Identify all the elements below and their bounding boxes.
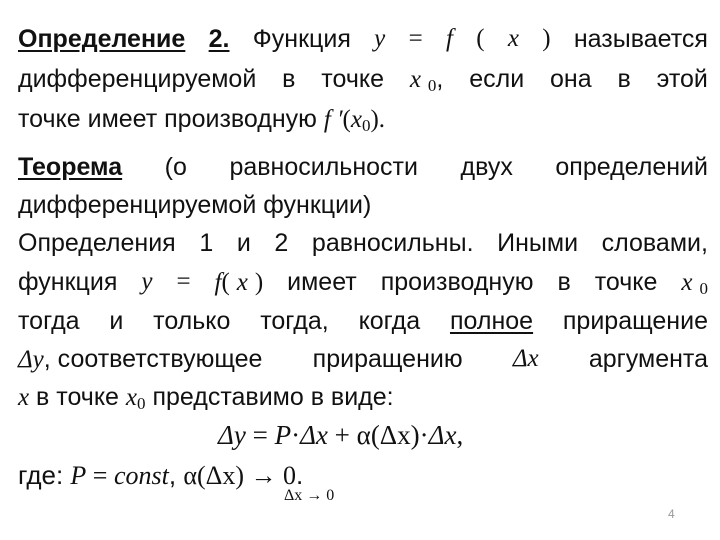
text: представимо в виде:: [145, 383, 394, 411]
word: называется: [573, 25, 708, 53]
delta-y-group: [18, 344, 262, 375]
word: аргумента: [588, 345, 708, 373]
word: только: [153, 307, 231, 335]
math-delta-x: Δx: [428, 420, 457, 450]
word: тогда: [18, 307, 80, 335]
word: равносильны.: [311, 229, 474, 257]
definition-heading: Определение: [18, 25, 186, 53]
word: приращению: [312, 345, 463, 373]
word: точке: [321, 65, 384, 93]
theorem-line-2: дифференцируемой функции): [18, 191, 372, 219]
word: она: [550, 65, 592, 93]
text: точке имеет производную: [18, 105, 317, 133]
math-dot: ·: [419, 420, 429, 450]
math-alpha: α: [183, 461, 197, 490]
word: в: [282, 65, 296, 93]
math-P: P: [274, 420, 292, 450]
word: и: [236, 229, 251, 257]
word: Определения: [18, 229, 176, 257]
math-x: x: [236, 269, 248, 296]
math-eq: =: [245, 420, 275, 450]
math-y: y: [141, 268, 153, 295]
definition-number: 2.: [208, 25, 230, 53]
word: приращение: [562, 307, 708, 335]
word: в: [617, 65, 631, 93]
word: 1: [199, 229, 214, 257]
math-fprime: f ′: [323, 106, 343, 133]
math-x0: [410, 64, 444, 101]
word: двух: [460, 153, 513, 181]
definition-line-1: [18, 24, 708, 54]
math-x: x: [681, 269, 693, 296]
math-x: x: [507, 25, 519, 52]
math-paren: (: [221, 269, 230, 296]
math-paren: ): [542, 25, 551, 52]
math-x: x: [409, 66, 421, 93]
math-delta-y: Δy: [18, 346, 44, 373]
math-paren: (: [342, 106, 351, 133]
word: Функция: [252, 25, 351, 53]
math-paren: (: [476, 25, 485, 52]
definition-line-3: [18, 104, 708, 141]
theorem-line-3: [18, 228, 708, 258]
subscript: 0: [361, 116, 371, 135]
word: в: [557, 268, 571, 296]
math-paren: ).: [370, 106, 386, 133]
text: в точке: [29, 383, 126, 411]
word: 2: [274, 229, 289, 257]
subscript: 0: [427, 76, 437, 95]
word: этой: [656, 65, 708, 93]
math-x: x: [125, 384, 138, 411]
math-paren: ): [254, 269, 264, 296]
math-delta-x: Δx: [512, 345, 539, 372]
where-line: [18, 460, 708, 491]
word: (о: [164, 153, 187, 181]
subscript: 0: [699, 279, 708, 298]
main-formula: [218, 420, 463, 450]
math-arg: (Δx): [196, 461, 244, 490]
word: словами,: [601, 229, 708, 257]
math-x: x: [350, 106, 362, 133]
word: тогда,: [260, 307, 329, 335]
definition-line-2: [18, 64, 708, 101]
word: имеет: [287, 268, 357, 296]
math-arg: (Δx): [370, 420, 420, 450]
math-zero: 0: [282, 461, 296, 490]
math-eq: =: [408, 25, 423, 52]
word: равносильности: [229, 153, 418, 181]
math-arrow: →: [243, 461, 283, 490]
word: функция: [18, 268, 118, 296]
word: когда: [358, 307, 421, 335]
word: производную: [380, 268, 534, 296]
math-dot: ·: [291, 420, 301, 450]
math-f: f: [214, 269, 222, 296]
subscript: 0: [137, 394, 146, 413]
theorem-line-4: [18, 267, 708, 304]
word: точке: [594, 268, 658, 296]
math-alpha: α: [356, 420, 371, 450]
word: и: [109, 307, 124, 335]
underlined-word: полное: [449, 307, 534, 335]
period: .: [295, 460, 304, 490]
theorem-line-6: [18, 344, 708, 375]
word: определений: [555, 153, 708, 181]
math-x0: [681, 267, 708, 304]
word: , соответствующее: [43, 345, 263, 373]
math-plus: +: [327, 420, 357, 450]
math-const: const: [113, 461, 169, 490]
word: дифференцируемой: [18, 65, 257, 93]
math-P: P: [70, 461, 87, 490]
math-y: y: [374, 25, 386, 52]
comma: ,: [456, 420, 464, 450]
page-number: 4: [668, 507, 675, 521]
math-delta-y: Δy: [218, 420, 246, 450]
math-eq: =: [176, 268, 191, 295]
math-x: x: [18, 384, 30, 411]
math-delta-x: Δx: [300, 420, 328, 450]
math-eq: =: [86, 461, 114, 490]
word: если: [469, 65, 525, 93]
theorem-line-7: [18, 382, 708, 419]
theorem-line-5: [18, 306, 708, 336]
math-f: f: [445, 25, 453, 52]
limit-subscript: Δx → 0: [284, 487, 335, 504]
comma: ,: [168, 460, 184, 490]
where-label: где:: [18, 460, 71, 490]
math-fx: [215, 267, 264, 304]
comma: ,: [436, 65, 444, 93]
word: Иными: [497, 229, 579, 257]
theorem-heading: Теорема: [18, 153, 123, 181]
theorem-line-1: [18, 152, 708, 182]
